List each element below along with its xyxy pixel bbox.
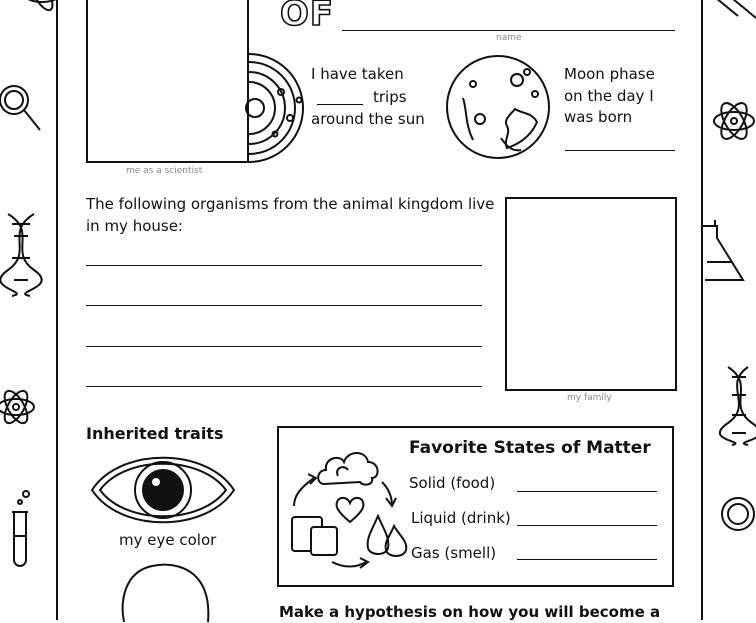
liquid-blank[interactable] xyxy=(517,525,657,526)
moon-icon xyxy=(445,54,551,160)
trips-line2: trips xyxy=(373,88,407,106)
moon-line1: Moon phase xyxy=(564,65,655,83)
name-caption: name xyxy=(496,33,522,43)
eye-caption: my eye color xyxy=(119,531,217,549)
moon-phase-blank[interactable] xyxy=(565,150,675,151)
water-drop-icon xyxy=(364,508,410,558)
dna-icon xyxy=(0,212,42,297)
trips-line3: around the sun xyxy=(311,110,425,128)
organisms-line-4[interactable] xyxy=(86,386,482,387)
gas-label: Gas (smell) xyxy=(411,544,497,562)
organisms-prompt-2: in my house: xyxy=(86,217,183,235)
states-title: Favorite States of Matter xyxy=(409,438,651,458)
solid-label: Solid (food) xyxy=(409,474,496,492)
flask-icon xyxy=(703,218,756,288)
organisms-prompt-1: The following organisms from the animal kingdom live xyxy=(86,195,495,213)
organisms-line-1[interactable] xyxy=(86,265,482,266)
family-caption: my family xyxy=(567,393,612,403)
scientist-photo-box[interactable] xyxy=(86,0,249,163)
organisms-line-2[interactable] xyxy=(86,305,482,306)
atom-icon xyxy=(712,96,756,146)
trips-blank[interactable] xyxy=(317,104,363,105)
cube-icon xyxy=(291,515,339,557)
trips-line1: I have taken xyxy=(311,65,404,83)
atom-icon xyxy=(22,0,62,20)
gas-blank[interactable] xyxy=(517,559,657,560)
family-photo-box[interactable] xyxy=(505,197,677,391)
magnifier-icon xyxy=(714,490,756,546)
left-border xyxy=(56,0,58,620)
hair-outline-icon xyxy=(112,562,212,622)
flask-icon xyxy=(716,0,756,20)
moon-line3: was born xyxy=(564,108,633,126)
organisms-line-3[interactable] xyxy=(86,346,482,347)
name-line[interactable] xyxy=(342,30,675,31)
eye-icon xyxy=(90,455,236,525)
test-tube-icon xyxy=(8,490,38,570)
right-border xyxy=(701,0,703,620)
solid-blank[interactable] xyxy=(517,491,657,492)
title-fragment: OF xyxy=(280,0,335,34)
photo-caption: me as a scientist xyxy=(126,166,203,176)
magnifier-icon xyxy=(0,80,46,140)
hypothesis-prompt: Make a hypothesis on how you will become a xyxy=(279,603,661,621)
atom-icon xyxy=(0,385,40,429)
dna-icon xyxy=(722,365,756,445)
inherited-title: Inherited traits xyxy=(86,424,224,443)
liquid-label: Liquid (drink) xyxy=(411,509,511,527)
moon-line2: on the day I xyxy=(564,87,654,105)
solar-system-icon xyxy=(247,52,307,164)
